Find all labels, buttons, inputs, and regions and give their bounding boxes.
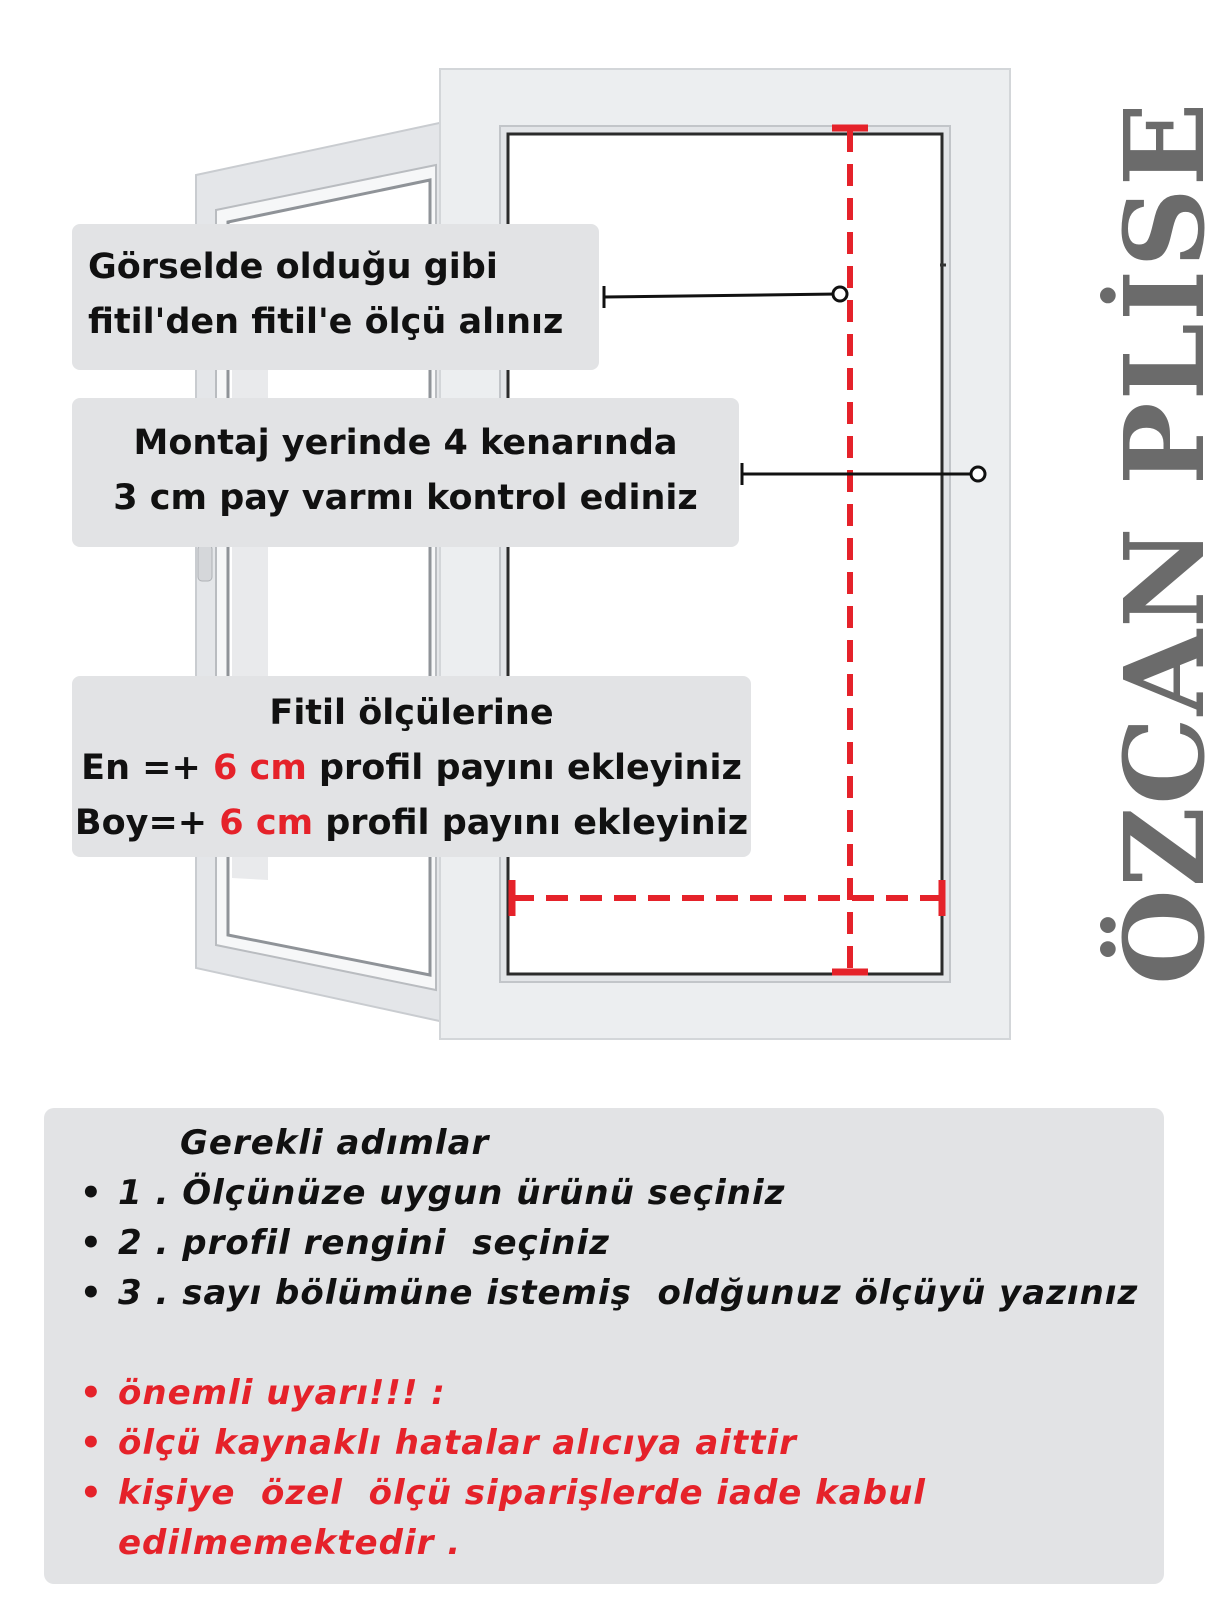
allowance-title: Fitil ölçülerine — [269, 693, 554, 733]
mount-check-callout — [72, 398, 739, 547]
steps-list — [80, 1168, 1164, 1318]
height-suffix: profil payını ekleyiniz — [313, 803, 749, 843]
wick-callout-line2: fitil'den fitil'e ölçü alınız — [88, 302, 564, 342]
wick-callout-line1: Görselde olduğu gibi — [88, 247, 498, 287]
mount-callout-line2: 3 cm pay varmı kontrol ediniz — [113, 478, 698, 518]
width-value: 6 cm — [213, 748, 307, 788]
width-prefix: En =+ — [81, 748, 214, 788]
width-allowance-line — [72, 741, 751, 796]
steps-panel — [44, 1108, 1164, 1584]
warning-item: • ölçü kaynaklı hatalar alıcıya aittir — [80, 1418, 1164, 1468]
warning-item: • kişiye özel ölçü siparişlerde iade kabul — [80, 1468, 1164, 1518]
step-item: • 1 . Ölçünüze uygun ürünü seçiniz — [80, 1168, 1164, 1218]
warning-item: • önemli uyarı!!! : — [80, 1368, 1164, 1418]
step-item: • 3 . sayı bölümüne istemiş oldğunuz ölçüyü yazınız — [80, 1268, 1164, 1318]
height-allowance-line — [72, 796, 751, 851]
window-frame — [440, 69, 1010, 1039]
mount-callout-line1: Montaj yerinde 4 kenarında — [133, 423, 678, 463]
steps-title: Gerekli adımlar — [180, 1123, 490, 1163]
width-suffix: profil payını ekleyiniz — [306, 748, 742, 788]
handle-icon — [198, 545, 212, 581]
wick-measure-callout — [72, 224, 599, 370]
step-item: • 2 . profil rengini seçiniz — [80, 1218, 1164, 1268]
profile-allowance-callout — [72, 676, 751, 857]
height-prefix: Boy=+ — [74, 803, 220, 843]
brand-logo-text: ÖZCAN PLİSE — [1100, 100, 1229, 985]
warning-continuation: edilmemektedir . — [118, 1523, 462, 1563]
warnings-list — [80, 1368, 1164, 1568]
height-value: 6 cm — [219, 803, 314, 843]
